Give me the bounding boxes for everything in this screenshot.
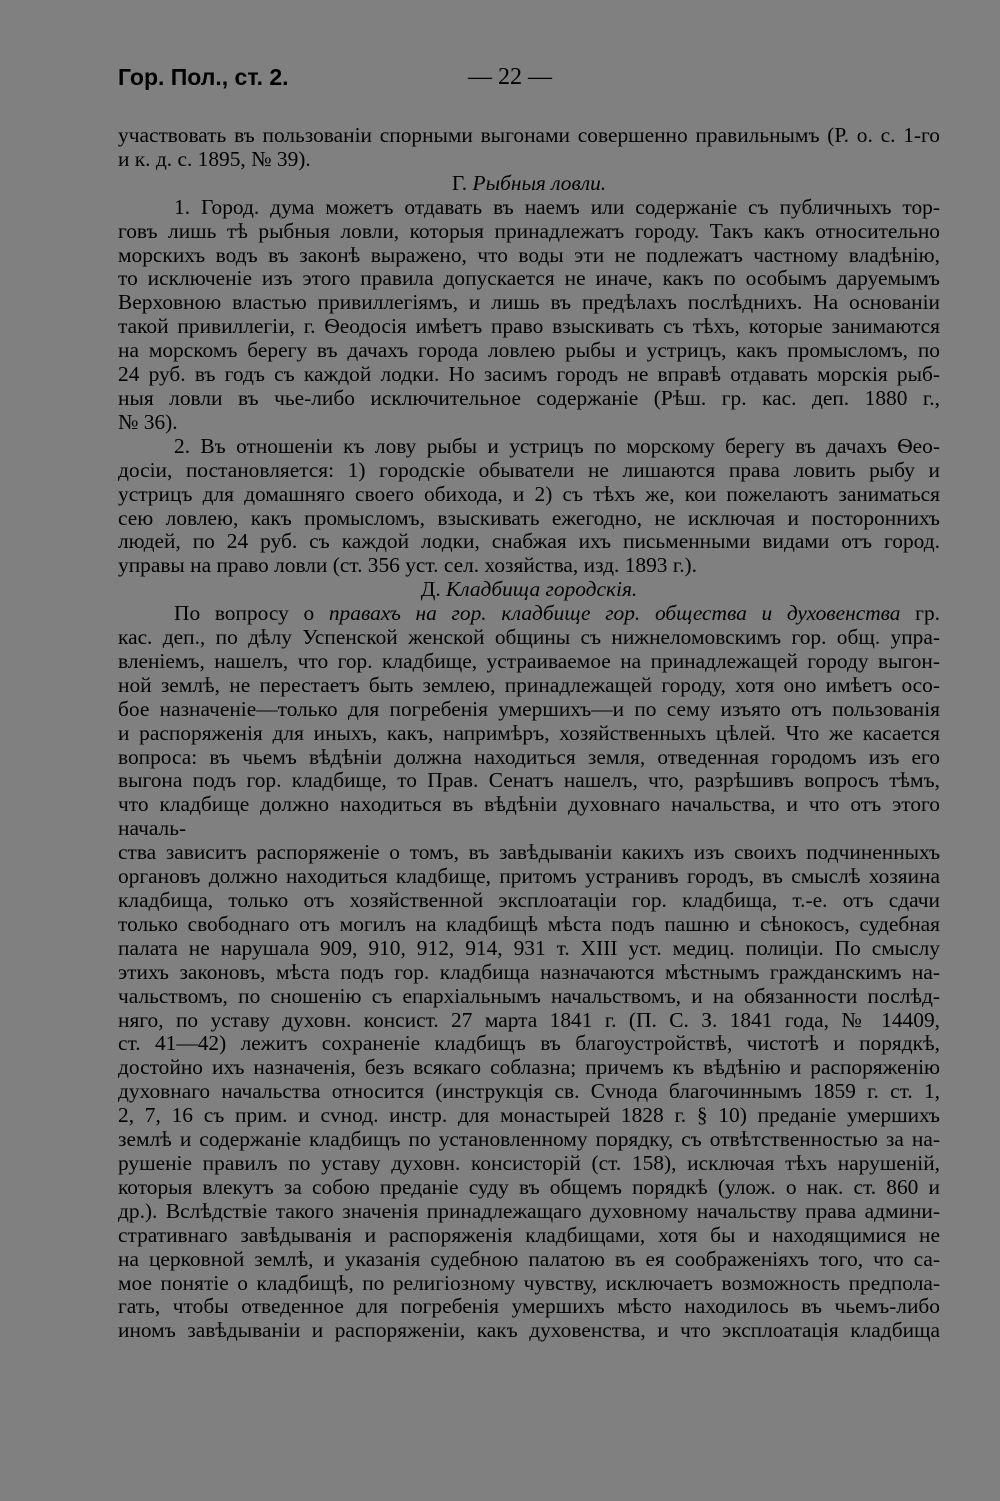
section-heading-fishing <box>118 172 940 196</box>
text-line: ной землѣ, не перестаетъ быть землею, принадлежащей городу, хотя оно имѣетъ осо- <box>118 672 940 697</box>
text-line: досіи, постановляется: 1) городскіе обыватели не лишаются права ловить рыбу и <box>118 457 940 482</box>
section-heading-cemeteries <box>118 578 940 602</box>
text-line: и к. д. с. 1895, № 39). <box>118 146 311 171</box>
text-line: на морскомъ берегу въ дачахъ города ловлею рыбы и устрицъ, какъ промысломъ, по <box>118 338 940 363</box>
heading-letter: Д. <box>420 577 441 602</box>
text-line: только свободнаго отъ могилъ на кладбищѣ мѣста подъ пашню и сѣнокосъ, судебная <box>118 911 940 936</box>
running-head: Гор. Пол., ст. 2. <box>118 64 289 90</box>
heading-title: Рыбныя ловли. <box>472 170 607 195</box>
text-line: кладбища, только отъ хозяйственной эксплоатаціи гор. кладбища, т.-е. отъ сдачи <box>118 888 940 912</box>
text-line: рушеніе правилъ по уставу духовн. консисторій (ст. 158), исключая тѣхъ нарушеній, <box>118 1150 940 1175</box>
text-fragment: гр. <box>900 601 940 626</box>
text-fragment: По вопросу о <box>174 601 329 626</box>
text-line: морскихъ водъ въ законѣ выражено, что воды эти не подлежатъ частному владѣнію, <box>118 242 940 267</box>
text-line: ства зависитъ распоряженіе о томъ, въ завѣдываніи какихъ изъ своихъ подчиненныхъ <box>118 840 940 865</box>
page-body <box>118 124 940 1343</box>
text-line: няго, по уставу духовн. консист. 27 марта 1841 г. (П. С. З. 1841 года, № 14409, <box>118 1007 940 1032</box>
text-line: устрицъ для домашняго своего обихода, и 2) съ тѣхъ же, кои пожелаютъ заниматься <box>118 481 940 506</box>
page-header <box>118 62 940 98</box>
text-line: кас. деп., по дѣлу Успенской женской общины съ нижнеломовскимъ гор. общ. упра- <box>118 625 940 650</box>
page-number: — 22 — <box>468 64 552 90</box>
text-line: бое назначеніе—только для погребенія умершихъ—и по сему изъято отъ пользованія <box>118 696 940 721</box>
text-line: иномъ завѣдываніи и распоряженіи, какъ духовенства, и что эксплоатація кладбища <box>118 1318 940 1343</box>
text-line: выгона подъ гор. кладбище, то Прав. Сенатъ нашелъ, что, разрѣшивъ вопросъ тѣмъ, <box>118 768 940 793</box>
text-line: гать, чтобы отведенное для погребенія умершихъ мѣсто находилось въ чьемъ-либо <box>118 1294 940 1319</box>
text-line: ст. 41—42) лежитъ сохраненіе кладбищъ въ благоустройствѣ, чистотѣ и порядкѣ, <box>118 1031 940 1056</box>
heading-letter: Г. <box>451 170 468 195</box>
text-line: ныя ловли въ чье-либо исключительное содержаніе (Рѣш. гр. кас. деп. 1880 г., <box>118 385 940 410</box>
text-line: людей, по 24 руб. съ каждой лодки, снабжая ихъ письменными видами отъ город. <box>118 529 940 554</box>
text-line: то исключеніе изъ этого правила допускается не иначе, какъ по особымъ даруемымъ <box>118 266 940 291</box>
text-line: палата не нарушала 909, 910, 912, 914, 931 т. XIII уст. медиц. полиціи. По смыслу <box>118 935 940 960</box>
text-line: органовъ должно находиться кладбище, притомъ устранивъ городъ, въ смыслѣ хозяина <box>118 864 940 889</box>
text-line: духовнаго начальства относится (инструкція св. Сvнода благочиннымъ 1859 г. ст. 1, <box>118 1079 940 1104</box>
text-line: Верховною властью привиллегіямъ, и лишь въ предѣлахъ послѣднихъ. На основаніи <box>118 290 940 315</box>
text-line: мое понятіе о кладбищѣ, по религіозному чувству, исключаетъ возможность предпола- <box>118 1270 940 1295</box>
text-line: вленіемъ, нашелъ, что гор. кладбище, устраиваемое на принадлежащей городу выгон- <box>118 648 940 673</box>
text-line: достойно ихъ назначенія, безъ всякаго соблазна; причемъ къ вѣдѣнію и распоряженію <box>118 1055 940 1080</box>
text-line: 2. Въ отношеніи къ лову рыбы и устрицъ по морскому берегу въ дачахъ Ѳео- <box>174 433 940 458</box>
text-line: которыя влекутъ за собою преданіе суду въ общемъ порядкѣ (улож. о нак. ст. 860 и <box>118 1174 940 1199</box>
text-line: 2, 7, 16 съ прим. и сvнод. инстр. для монастырей 1828 г. § 10) преданіе умершихъ <box>118 1103 940 1128</box>
text-line: управы на право ловли (ст. 356 уст. сел. хозяйства, изд. 1893 г.). <box>118 553 698 578</box>
text-line: на церковной землѣ, и указанія судебною палатою въ ея соображеніяхъ того, что са- <box>118 1246 940 1271</box>
text-line: и распоряженія для иныхъ, какъ, напримѣръ, хозяйственныхъ цѣлей. Что же касается <box>118 720 940 745</box>
text-line: говъ лишь тѣ рыбныя ловли, которыя принадлежатъ городу. Такъ какъ относительно <box>118 218 940 243</box>
text-line: такой привиллегіи, г. Ѳеодосія имѣетъ право взыскивать съ тѣхъ, которые занимаются <box>118 314 940 339</box>
text-line: что кладбище должно находиться въ вѣдѣніи духовнаго начальства, и что отъ этого началь- <box>118 792 940 841</box>
text-line <box>118 602 940 626</box>
text-line: 24 руб. въ годъ съ каждой лодки. Но засимъ городъ не вправѣ отдавать морскія рыб- <box>118 362 940 387</box>
italic-phrase: правахъ на гор. кладбище гор. общества и духовенства <box>328 601 901 626</box>
text-line: 1. Город. дума можетъ отдавать въ наемъ или содержаніе съ публичныхъ тор- <box>174 194 940 219</box>
text-line: № 36). <box>118 409 178 434</box>
heading-title: Кладбища городскія. <box>446 577 638 602</box>
text-line: чальствомъ, по сношенію съ епархіальнымъ начальствомъ, и на обязанности послѣд- <box>118 983 940 1008</box>
text-line: стративнаго завѣдыванія и распоряженія кладбищами, хотя бы и находящимися не <box>118 1222 940 1247</box>
text-line: сею ловлею, какъ промысломъ, взыскивать ежегодно, не исключая и постороннихъ <box>118 505 940 530</box>
text-line: вопроса: въ чьемъ вѣдѣніи должна находиться земля, отведенная городомъ изъ его <box>118 744 940 769</box>
text-line: землѣ и содержаніе кладбищъ по установленному порядку, съ отвѣтственностью за на- <box>118 1127 940 1152</box>
text-line: участвовать въ пользованіи спорными выгонами совершенно правильнымъ (Р. о. с. 1-го <box>118 123 940 147</box>
text-line: этихъ законовъ, мѣста подъ гор. кладбища назначаются мѣстнымъ гражданскимъ на- <box>118 959 940 984</box>
text-line: др.). Вслѣдствіе такого значенія принадлежащаго духовному начальству права админи- <box>118 1198 940 1223</box>
